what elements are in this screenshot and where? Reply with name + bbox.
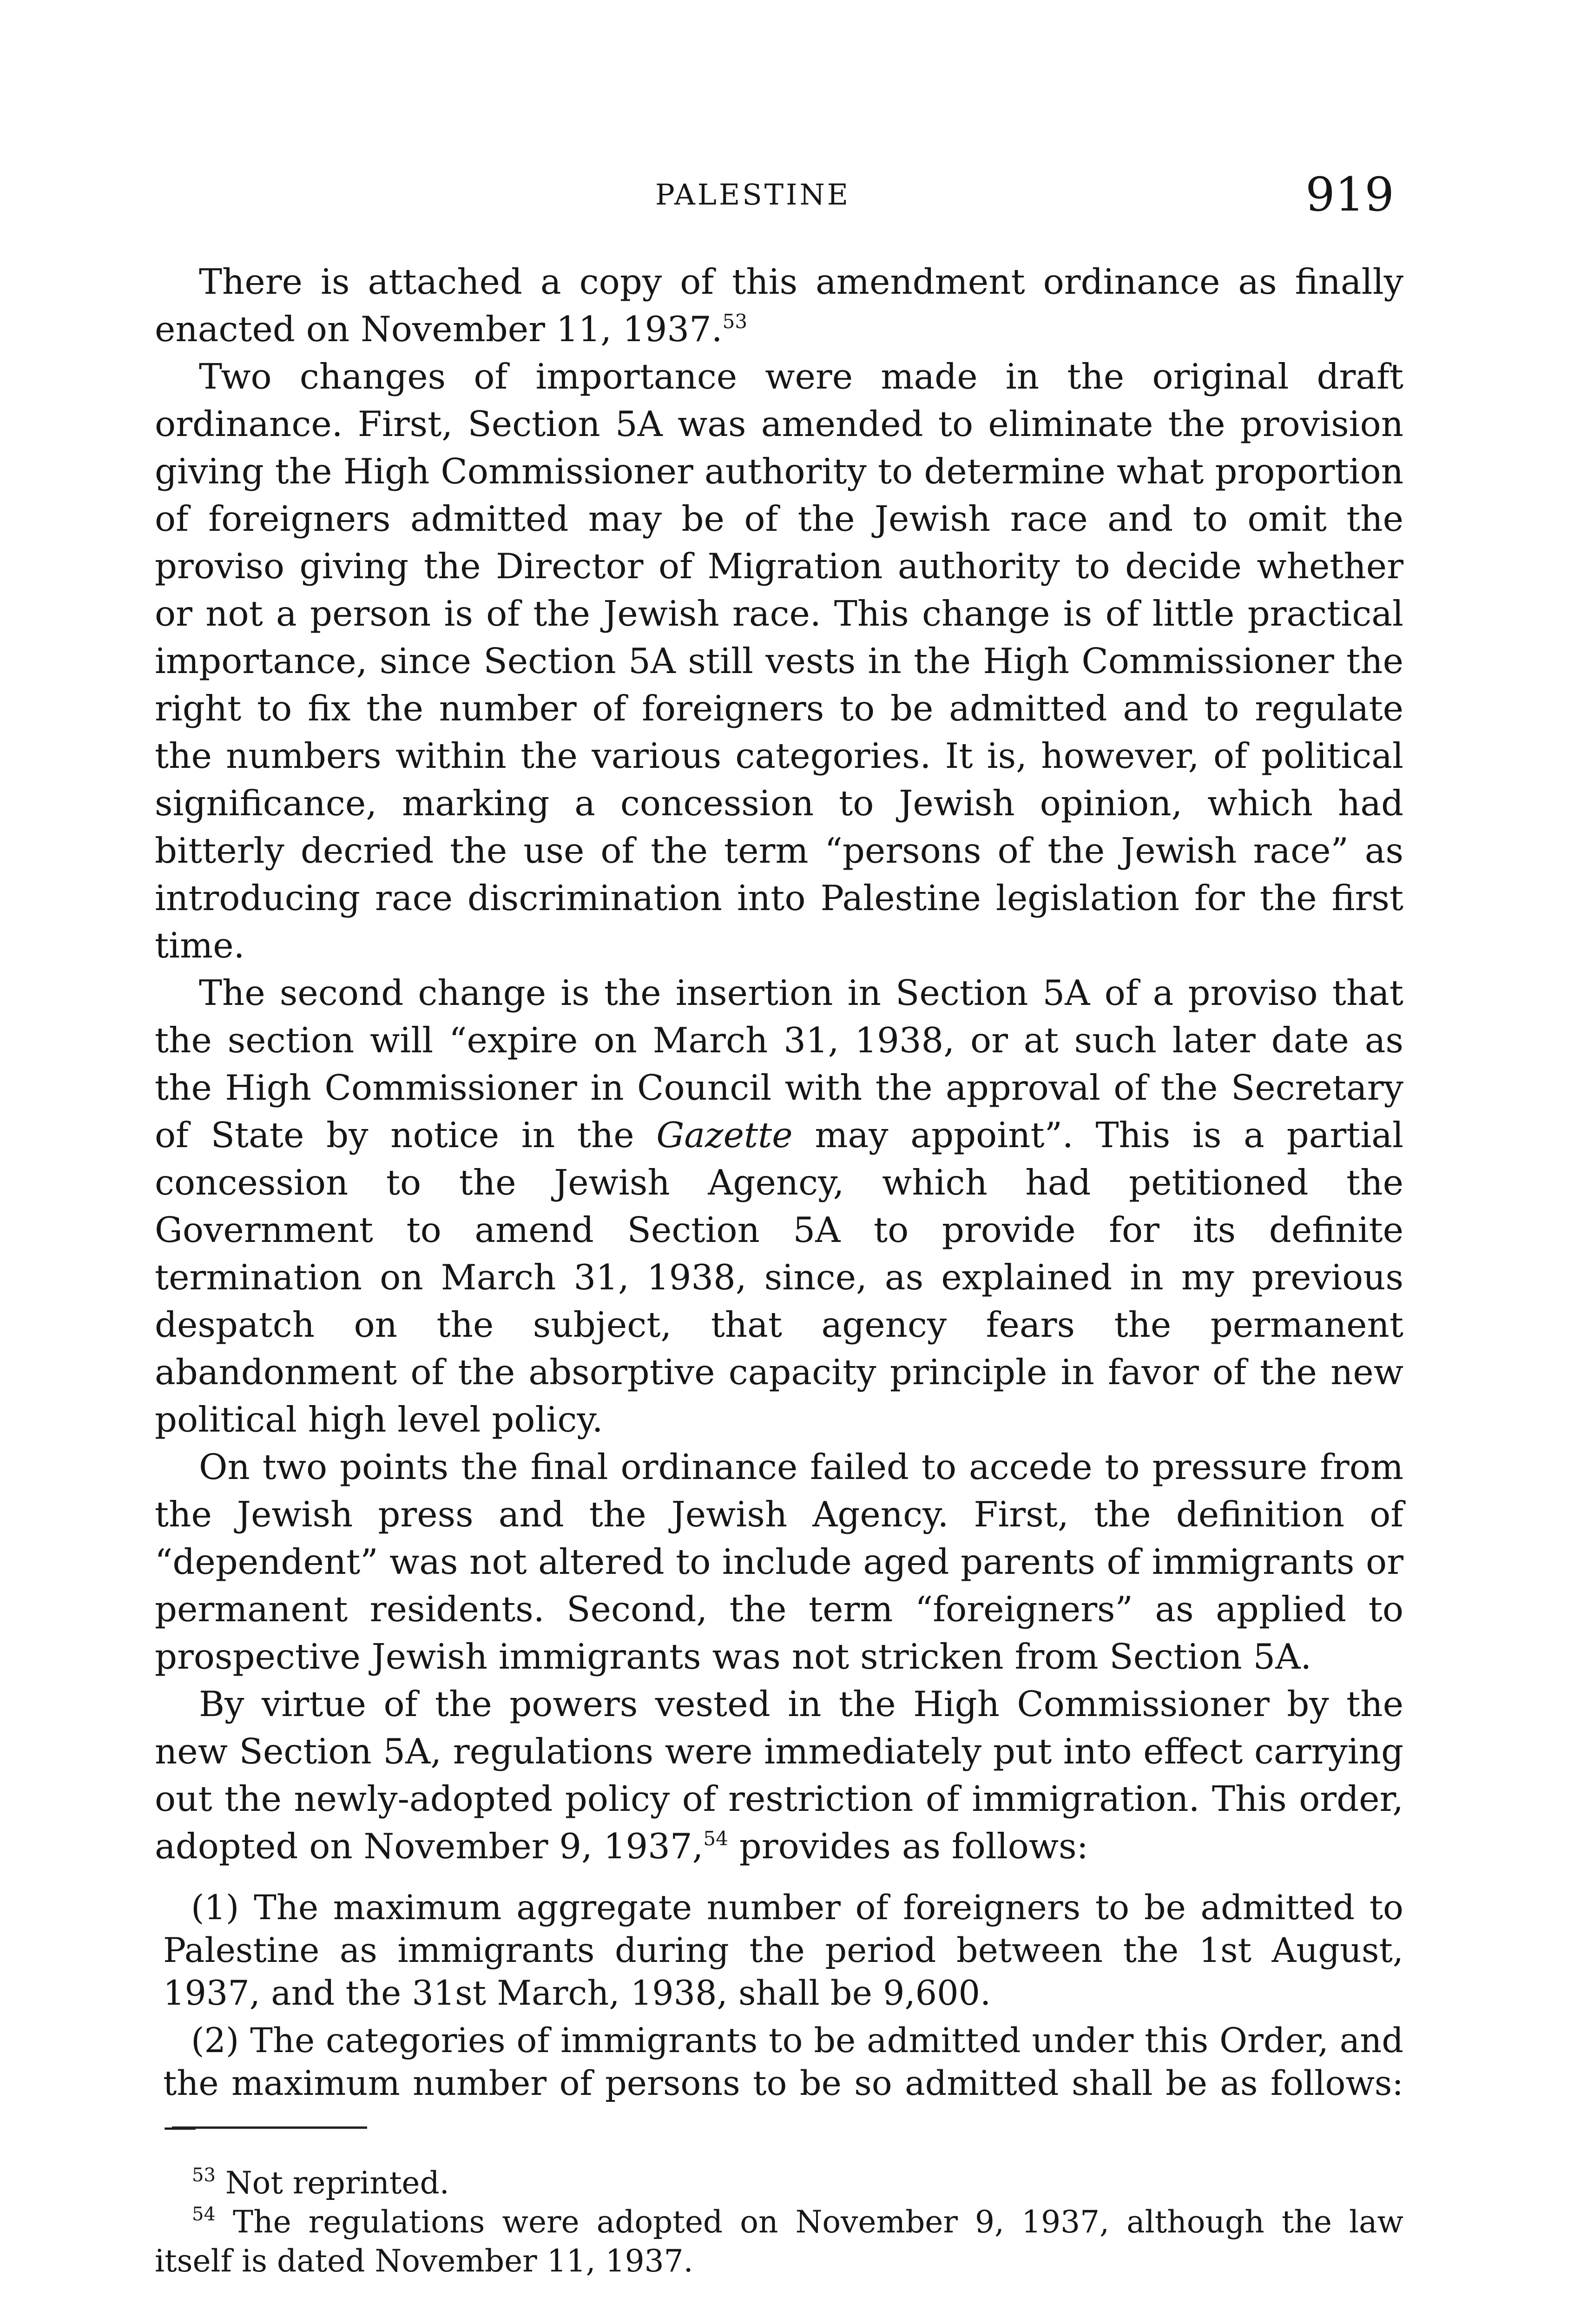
paragraph-3-text-before: The second change is the insertion in Section 5A of a proviso that the section will “expire on March 31, 1938, or at such later date as the High Commissioner in Council with the approval of the Secretary of State by notice in the bbox=[155, 972, 1403, 1155]
footnote-53-text: Not reprinted. bbox=[225, 2165, 449, 2201]
footnote-ref-54[interactable]: 54 bbox=[703, 1827, 728, 1850]
paragraph-2: Two changes of importance were made in the original draft ordinance. First, Section 5A was amended to eliminate the provision giving the High Commissioner authority to determine what proportion of foreigners admitted may be of the Jewish race and to omit the proviso giving the Director of Migration authority to decide whether or not a person is of the Jewish race. This change is of little practical importance, since Section 5A still vests in the High Commissioner the right to fix the number of foreigners to be admitted and to regulate the numbers within the various categories. It is, however, of political significance, marking a concession to Jewish opinion, which had bitterly decried the use of the term “persons of the Jewish race” as introducing race discrimination into Palestine legislation for the first time. bbox=[155, 356, 1403, 966]
quoted-order-item-2: (2) The categories of immigrants to be admitted under this Order, and the maximum number of persons to be so admitted shall be as follows:— bbox=[163, 2021, 1403, 2146]
footnote-54-text: The regulations were adopted on November 9, 1937, although the law itself is dated November 11, 1937. bbox=[155, 2204, 1403, 2279]
paragraph-5 bbox=[155, 1680, 1403, 1870]
running-head-title: PALESTINE bbox=[655, 178, 851, 211]
quoted-order-item-1: (1) The maximum aggregate number of foreigners to be admitted to Palestine as immigrants during the period between the 1st August, 1937, and the 31st March, 1938, shall be 9,600. bbox=[163, 1888, 1403, 2013]
body-text bbox=[155, 258, 1403, 2148]
paragraph-1 bbox=[155, 258, 1403, 353]
footnote-54 bbox=[155, 2203, 1403, 2281]
paragraph-5-text-after: provides as follows: bbox=[728, 1826, 1088, 1867]
quote-spacer bbox=[155, 1870, 1403, 1887]
paragraph-3 bbox=[155, 969, 1403, 1443]
paragraph-3-text-after: may appoint”. This is a partial concession to the Jewish Agency, which had petitioned the Government to amend Section 5A to provide for its definite termination on March 31, 1938, since, as explained in my previous despatch on the subject, that agency fears the permanent abandonment of the absorptive capacity principle in favor of the new political high level policy. bbox=[155, 1115, 1403, 1440]
footnote-54-mark: 54 bbox=[192, 2204, 216, 2225]
running-head bbox=[0, 167, 1574, 223]
page-number: 919 bbox=[1305, 167, 1394, 222]
footnote-ref-53[interactable]: 53 bbox=[722, 310, 748, 333]
footnotes bbox=[155, 2164, 1403, 2281]
footnote-53 bbox=[155, 2164, 1403, 2203]
footnote-53-mark: 53 bbox=[192, 2165, 216, 2186]
paragraph-5-text-before: By virtue of the powers vested in the High Commissioner by the new Section 5A, regulations were immediately put into effect carrying out the newly-adopted policy of restriction of immigration. This order, adopted on November 9, 1937, bbox=[155, 1684, 1403, 1867]
paragraph-1-text: There is attached a copy of this amendment ordinance as finally enacted on November 11, 1937. bbox=[155, 261, 1403, 350]
paragraph-4: On two points the final ordinance failed to accede to pressure from the Jewish press and the Jewish Agency. First, the definition of “dependent” was not altered to include aged parents of immigrants or permanent residents. Second, the term “foreigners” as applied to prospective Jewish immigrants was not stricken from Section 5A. bbox=[155, 1446, 1403, 1677]
gazette-italic: Gazette bbox=[656, 1115, 793, 1155]
footnote-rule bbox=[172, 2126, 367, 2129]
